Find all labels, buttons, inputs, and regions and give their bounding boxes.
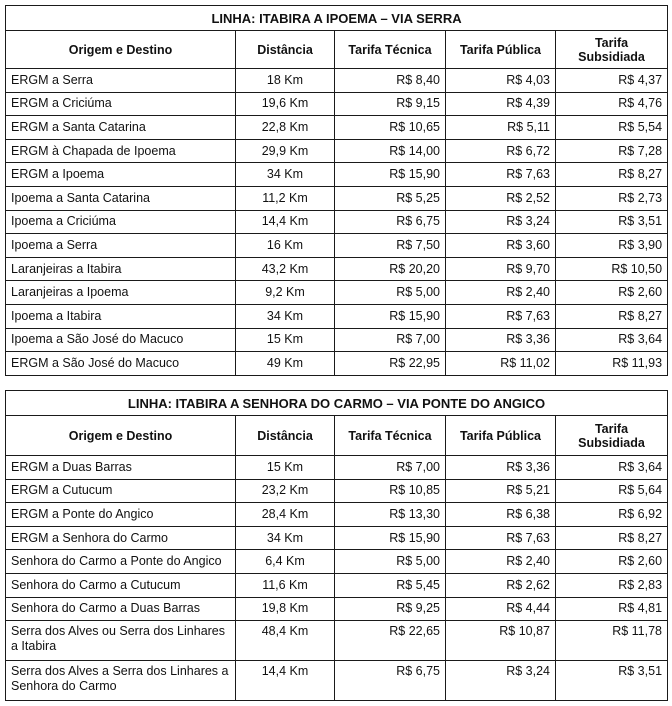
table-row: [6, 210, 668, 234]
distance-cell: 43,2 Km: [236, 257, 335, 281]
table-row: [6, 352, 668, 376]
technical-fare-cell: R$ 7,00: [335, 456, 446, 480]
distance-cell: 15 Km: [236, 456, 335, 480]
route-cell: ERGM a Senhora do Carmo: [6, 526, 236, 550]
col-header-route: Origem e Destino: [6, 416, 236, 456]
fare-table-itabira-ipoema: [5, 5, 668, 376]
route-cell: Ipoema a São José do Macuco: [6, 328, 236, 352]
distance-cell: 15 Km: [236, 328, 335, 352]
table-row: [6, 163, 668, 187]
route-cell: ERGM a Serra: [6, 69, 236, 93]
technical-fare-cell: R$ 10,85: [335, 479, 446, 503]
public-fare-cell: R$ 5,21: [446, 479, 556, 503]
distance-cell: 11,6 Km: [236, 573, 335, 597]
distance-cell: 23,2 Km: [236, 479, 335, 503]
route-cell: Senhora do Carmo a Ponte do Angico: [6, 550, 236, 574]
technical-fare-cell: R$ 13,30: [335, 503, 446, 527]
public-fare-cell: R$ 4,44: [446, 597, 556, 621]
subsidized-fare-cell: R$ 5,64: [556, 479, 668, 503]
distance-cell: 19,6 Km: [236, 92, 335, 116]
public-fare-cell: R$ 7,63: [446, 304, 556, 328]
subsidized-fare-cell: R$ 3,64: [556, 456, 668, 480]
subsidized-fare-cell: R$ 8,27: [556, 163, 668, 187]
subsidized-fare-cell: R$ 7,28: [556, 139, 668, 163]
subsidized-fare-cell: R$ 2,60: [556, 550, 668, 574]
distance-cell: 6,4 Km: [236, 550, 335, 574]
subsidized-fare-cell: R$ 4,37: [556, 69, 668, 93]
distance-cell: 29,9 Km: [236, 139, 335, 163]
public-fare-cell: R$ 3,24: [446, 661, 556, 701]
route-cell: Ipoema a Santa Catarina: [6, 186, 236, 210]
subsidized-fare-cell: R$ 4,81: [556, 597, 668, 621]
public-fare-cell: R$ 7,63: [446, 526, 556, 550]
col-header-route: Origem e Destino: [6, 31, 236, 69]
distance-cell: 14,4 Km: [236, 661, 335, 701]
distance-cell: 34 Km: [236, 163, 335, 187]
distance-cell: 11,2 Km: [236, 186, 335, 210]
route-cell: Laranjeiras a Ipoema: [6, 281, 236, 305]
public-fare-cell: R$ 10,87: [446, 621, 556, 661]
table-row: [6, 234, 668, 258]
table-row: [6, 661, 668, 701]
public-fare-cell: R$ 4,39: [446, 92, 556, 116]
public-fare-cell: R$ 2,62: [446, 573, 556, 597]
header-row: [6, 31, 668, 69]
subsidized-fare-cell: R$ 10,50: [556, 257, 668, 281]
subsidized-fare-cell: R$ 3,51: [556, 210, 668, 234]
route-cell: ERGM a Cutucum: [6, 479, 236, 503]
technical-fare-cell: R$ 6,75: [335, 210, 446, 234]
table-row: [6, 503, 668, 527]
route-cell: Ipoema a Serra: [6, 234, 236, 258]
col-header-distance: Distância: [236, 31, 335, 69]
distance-cell: 9,2 Km: [236, 281, 335, 305]
technical-fare-cell: R$ 20,20: [335, 257, 446, 281]
distance-cell: 18 Km: [236, 69, 335, 93]
technical-fare-cell: R$ 10,65: [335, 116, 446, 140]
public-fare-cell: R$ 2,40: [446, 550, 556, 574]
subsidized-fare-cell: R$ 6,92: [556, 503, 668, 527]
technical-fare-cell: R$ 8,40: [335, 69, 446, 93]
table-row: [6, 479, 668, 503]
subsidized-fare-cell: R$ 5,54: [556, 116, 668, 140]
table-row: [6, 328, 668, 352]
route-cell: Senhora do Carmo a Cutucum: [6, 573, 236, 597]
distance-cell: 22,8 Km: [236, 116, 335, 140]
technical-fare-cell: R$ 5,00: [335, 281, 446, 305]
route-cell: ERGM a Criciúma: [6, 92, 236, 116]
route-cell: Laranjeiras a Itabira: [6, 257, 236, 281]
subsidized-fare-cell: R$ 11,78: [556, 621, 668, 661]
route-cell: Serra dos Alves a Serra dos Linhares a Senhora do Carmo: [6, 661, 236, 701]
table-title: LINHA: ITABIRA A SENHORA DO CARMO – VIA PONTE DO ANGICO: [6, 391, 668, 416]
col-header-public-fare: Tarifa Pública: [446, 416, 556, 456]
technical-fare-cell: R$ 7,00: [335, 328, 446, 352]
table-row: [6, 281, 668, 305]
subsidized-fare-cell: R$ 3,90: [556, 234, 668, 258]
route-cell: ERGM a Ponte do Angico: [6, 503, 236, 527]
distance-cell: 48,4 Km: [236, 621, 335, 661]
technical-fare-cell: R$ 15,90: [335, 163, 446, 187]
public-fare-cell: R$ 7,63: [446, 163, 556, 187]
distance-cell: 14,4 Km: [236, 210, 335, 234]
public-fare-cell: R$ 2,40: [446, 281, 556, 305]
technical-fare-cell: R$ 9,25: [335, 597, 446, 621]
public-fare-cell: R$ 9,70: [446, 257, 556, 281]
public-fare-cell: R$ 5,11: [446, 116, 556, 140]
table-row: [6, 304, 668, 328]
distance-cell: 16 Km: [236, 234, 335, 258]
subsidized-fare-cell: R$ 4,76: [556, 92, 668, 116]
technical-fare-cell: R$ 5,25: [335, 186, 446, 210]
table-row: [6, 526, 668, 550]
technical-fare-cell: R$ 6,75: [335, 661, 446, 701]
subsidized-fare-cell: R$ 2,73: [556, 186, 668, 210]
table-row: [6, 139, 668, 163]
public-fare-cell: R$ 3,24: [446, 210, 556, 234]
route-cell: ERGM a Santa Catarina: [6, 116, 236, 140]
technical-fare-cell: R$ 15,90: [335, 526, 446, 550]
table-row: [6, 116, 668, 140]
subsidized-fare-cell: R$ 2,83: [556, 573, 668, 597]
distance-cell: 34 Km: [236, 304, 335, 328]
route-cell: Ipoema a Itabira: [6, 304, 236, 328]
technical-fare-cell: R$ 5,45: [335, 573, 446, 597]
distance-cell: 34 Km: [236, 526, 335, 550]
col-header-public-fare: Tarifa Pública: [446, 31, 556, 69]
subsidized-fare-cell: R$ 3,64: [556, 328, 668, 352]
route-cell: ERGM a Duas Barras: [6, 456, 236, 480]
public-fare-cell: R$ 3,36: [446, 456, 556, 480]
table-title: LINHA: ITABIRA A IPOEMA – VIA SERRA: [6, 6, 668, 31]
table-body: [6, 456, 668, 701]
distance-cell: 28,4 Km: [236, 503, 335, 527]
table-row: [6, 573, 668, 597]
table-row: [6, 597, 668, 621]
technical-fare-cell: R$ 7,50: [335, 234, 446, 258]
route-cell: ERGM a Ipoema: [6, 163, 236, 187]
table-body: [6, 69, 668, 376]
technical-fare-cell: R$ 15,90: [335, 304, 446, 328]
public-fare-cell: R$ 3,36: [446, 328, 556, 352]
public-fare-cell: R$ 2,52: [446, 186, 556, 210]
technical-fare-cell: R$ 22,65: [335, 621, 446, 661]
public-fare-cell: R$ 3,60: [446, 234, 556, 258]
public-fare-cell: R$ 4,03: [446, 69, 556, 93]
header-row: [6, 416, 668, 456]
subsidized-fare-cell: R$ 11,93: [556, 352, 668, 376]
public-fare-cell: R$ 6,72: [446, 139, 556, 163]
route-cell: Senhora do Carmo a Duas Barras: [6, 597, 236, 621]
technical-fare-cell: R$ 5,00: [335, 550, 446, 574]
subsidized-fare-cell: R$ 3,51: [556, 661, 668, 701]
distance-cell: 19,8 Km: [236, 597, 335, 621]
public-fare-cell: R$ 6,38: [446, 503, 556, 527]
table-row: [6, 92, 668, 116]
distance-cell: 49 Km: [236, 352, 335, 376]
table-row: [6, 69, 668, 93]
route-cell: Ipoema a Criciúma: [6, 210, 236, 234]
col-header-distance: Distância: [236, 416, 335, 456]
col-header-technical-fare: Tarifa Técnica: [335, 416, 446, 456]
table-row: [6, 456, 668, 480]
route-cell: ERGM a São José do Macuco: [6, 352, 236, 376]
table-row: [6, 550, 668, 574]
table-row: [6, 186, 668, 210]
table-row: [6, 257, 668, 281]
technical-fare-cell: R$ 22,95: [335, 352, 446, 376]
table-row: [6, 621, 668, 661]
col-header-subsidized-fare: Tarifa Subsidiada: [556, 416, 668, 456]
col-header-subsidized-fare: Tarifa Subsidiada: [556, 31, 668, 69]
subsidized-fare-cell: R$ 8,27: [556, 526, 668, 550]
public-fare-cell: R$ 11,02: [446, 352, 556, 376]
subsidized-fare-cell: R$ 2,60: [556, 281, 668, 305]
route-cell: ERGM à Chapada de Ipoema: [6, 139, 236, 163]
fare-table-itabira-senhora-do-carmo: [5, 390, 668, 701]
route-cell: Serra dos Alves ou Serra dos Linhares a Itabira: [6, 621, 236, 661]
technical-fare-cell: R$ 9,15: [335, 92, 446, 116]
technical-fare-cell: R$ 14,00: [335, 139, 446, 163]
subsidized-fare-cell: R$ 8,27: [556, 304, 668, 328]
col-header-technical-fare: Tarifa Técnica: [335, 31, 446, 69]
